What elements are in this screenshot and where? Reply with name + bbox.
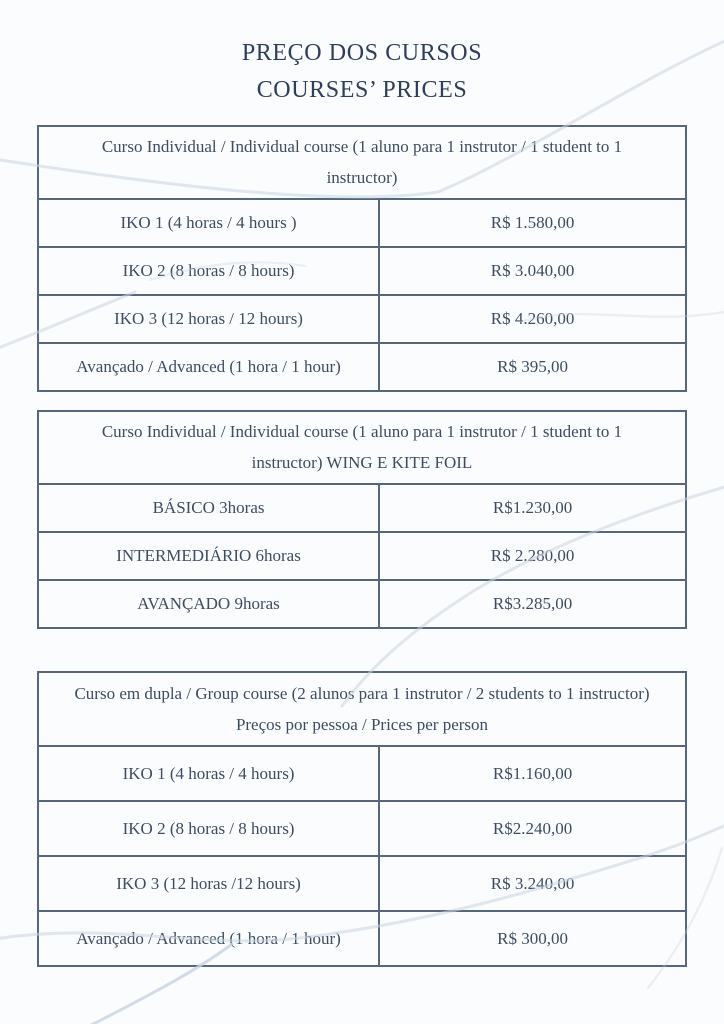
- course-cell: IKO 2 (8 horas / 8 hours): [39, 248, 380, 294]
- table-row: [39, 747, 685, 800]
- price-cell: R$ 3.240,00: [490, 873, 575, 893]
- price-table-group: [37, 671, 687, 967]
- course-cell: IKO 1 (4 horas / 4 hours): [39, 747, 380, 800]
- course-cell: Avançado / Advanced (1 hora / 1 hour): [39, 912, 380, 965]
- page-title-portuguese: PREÇO DOS CURSOS: [241, 40, 483, 66]
- price-cell: R$3.285,00: [492, 593, 573, 613]
- price-cell: R$ 2.280,00: [490, 545, 575, 565]
- course-cell: BÁSICO 3horas: [39, 485, 380, 531]
- course-cell: IKO 3 (12 horas /12 hours): [39, 857, 380, 910]
- page-title-english: COURSES’ PRICES: [256, 77, 468, 103]
- course-cell: AVANÇADO 9horas: [39, 581, 380, 627]
- course-cell: INTERMEDIÁRIO 6horas: [39, 533, 380, 579]
- price-cell: R$ 300,00: [497, 928, 568, 948]
- table-header: Curso em dupla / Group course (2 alunos para 1 instrutor / 2 students to 1 instructor) Preços por pessoa / Prices per person: [39, 673, 685, 747]
- table-row: [39, 855, 685, 910]
- course-cell: IKO 3 (12 horas / 12 hours): [39, 296, 380, 342]
- course-cell: Avançado / Advanced (1 hora / 1 hour): [39, 344, 380, 390]
- price-cell: R$1.160,00: [492, 763, 573, 783]
- price-table-individual: [37, 125, 687, 392]
- table-header: Curso Individual / Individual course (1 aluno para 1 instrutor / 1 student to 1 instructor) WING E KITE FOIL: [39, 412, 685, 485]
- price-cell: R$2.240,00: [492, 818, 573, 838]
- table-row: [39, 800, 685, 855]
- table-row: [39, 200, 685, 246]
- table-header: Curso Individual / Individual course (1 aluno para 1 instrutor / 1 student to 1 instructor): [39, 127, 685, 200]
- table-row: [39, 294, 685, 342]
- table-row: [39, 910, 685, 965]
- table-row: [39, 531, 685, 579]
- price-cell: R$ 1.580,00: [490, 212, 575, 232]
- table-row: [39, 579, 685, 627]
- course-cell: IKO 1 (4 horas / 4 hours ): [39, 200, 380, 246]
- price-cell: R$ 4.260,00: [490, 308, 575, 328]
- table-row: [39, 246, 685, 294]
- table-row: [39, 485, 685, 531]
- course-cell: IKO 2 (8 horas / 8 hours): [39, 802, 380, 855]
- price-cell: R$ 395,00: [497, 356, 568, 376]
- price-table-individual-wing-kite-foil: [37, 410, 687, 629]
- table-row: [39, 342, 685, 390]
- price-cell: R$1.230,00: [492, 497, 573, 517]
- price-cell: R$ 3.040,00: [490, 260, 575, 280]
